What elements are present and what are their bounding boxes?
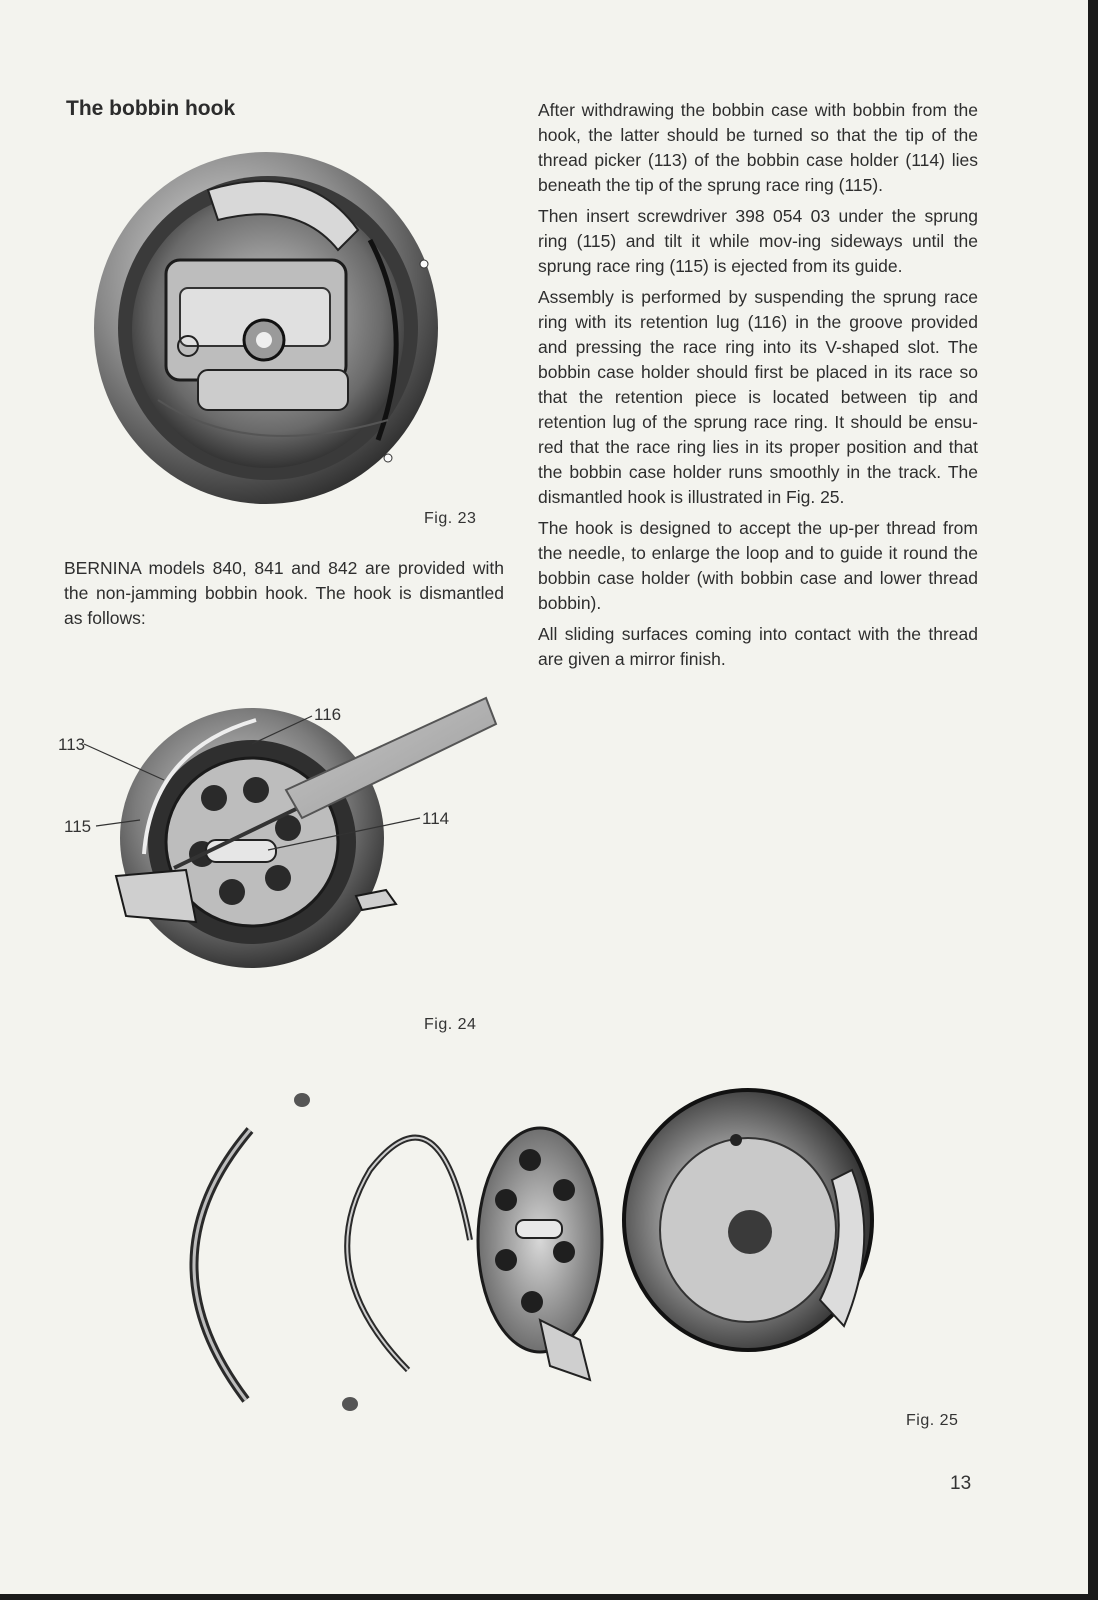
- callout-114: 114: [422, 809, 450, 828]
- fig-23-bobbin-hook-photo: [88, 140, 448, 510]
- instructions-paragraph: All sliding surfaces coming into contact with the thread are given a mirror finish.: [538, 624, 978, 669]
- page-edge-bottom: [0, 1594, 1098, 1600]
- callout-113: 113: [58, 735, 86, 754]
- fig-24-caption: Fig. 24: [424, 1016, 477, 1033]
- instructions-paragraph: Then insert screwdriver 398 054 03 under the sprung ring (115) and tilt it while mov-ing sideways until the sprung race ring (115) is ejected from its guide.: [538, 206, 978, 276]
- page-heading: The bobbin hook: [66, 97, 236, 120]
- instructions-column: [538, 98, 978, 678]
- instructions-paragraph: After withdrawing the bobbin case with bobbin from the hook, the latter should be turned so that the tip of the thread picker (113) of the bobbin case holder (114) lies beneath the tip of the sprung race ring (115).: [538, 100, 978, 195]
- fig-25-caption: Fig. 25: [906, 1412, 959, 1429]
- fig-23-caption: Fig. 23: [424, 510, 477, 527]
- callout-115: 115: [64, 817, 92, 836]
- intro-paragraph: BERNINA models 840, 841 and 842 are provided with the non-jamming bobbin hook. The hook is dismantled as follows:: [64, 558, 504, 628]
- page-edge: [1088, 0, 1098, 1600]
- instructions-paragraph: The hook is designed to accept the up-per thread from the needle, to enlarge the loop and to guide it round the bobbin case holder (with bobbin case and lower thread bobbin).: [538, 518, 978, 613]
- fig-25-dismantled-hook: [160, 1040, 900, 1460]
- callout-116: 116: [314, 705, 342, 724]
- page-number: 13: [950, 1473, 972, 1494]
- fig-24-hook-with-screwdriver: [56, 690, 506, 1020]
- instructions-paragraph: Assembly is performed by suspending the sprung race ring with its retention lug (116) in the groove provided and pressing the race ring into its V-shaped slot. The bobbin case holder should first be placed in its race so that the retention piece is located between tip and retention lug of the sprung race ring. It should be ensu-red that the race ring lies in its proper position and that the bobbin case holder runs smoothly in the track. The dismantled hook is illustrated in Fig. 25.: [538, 287, 978, 507]
